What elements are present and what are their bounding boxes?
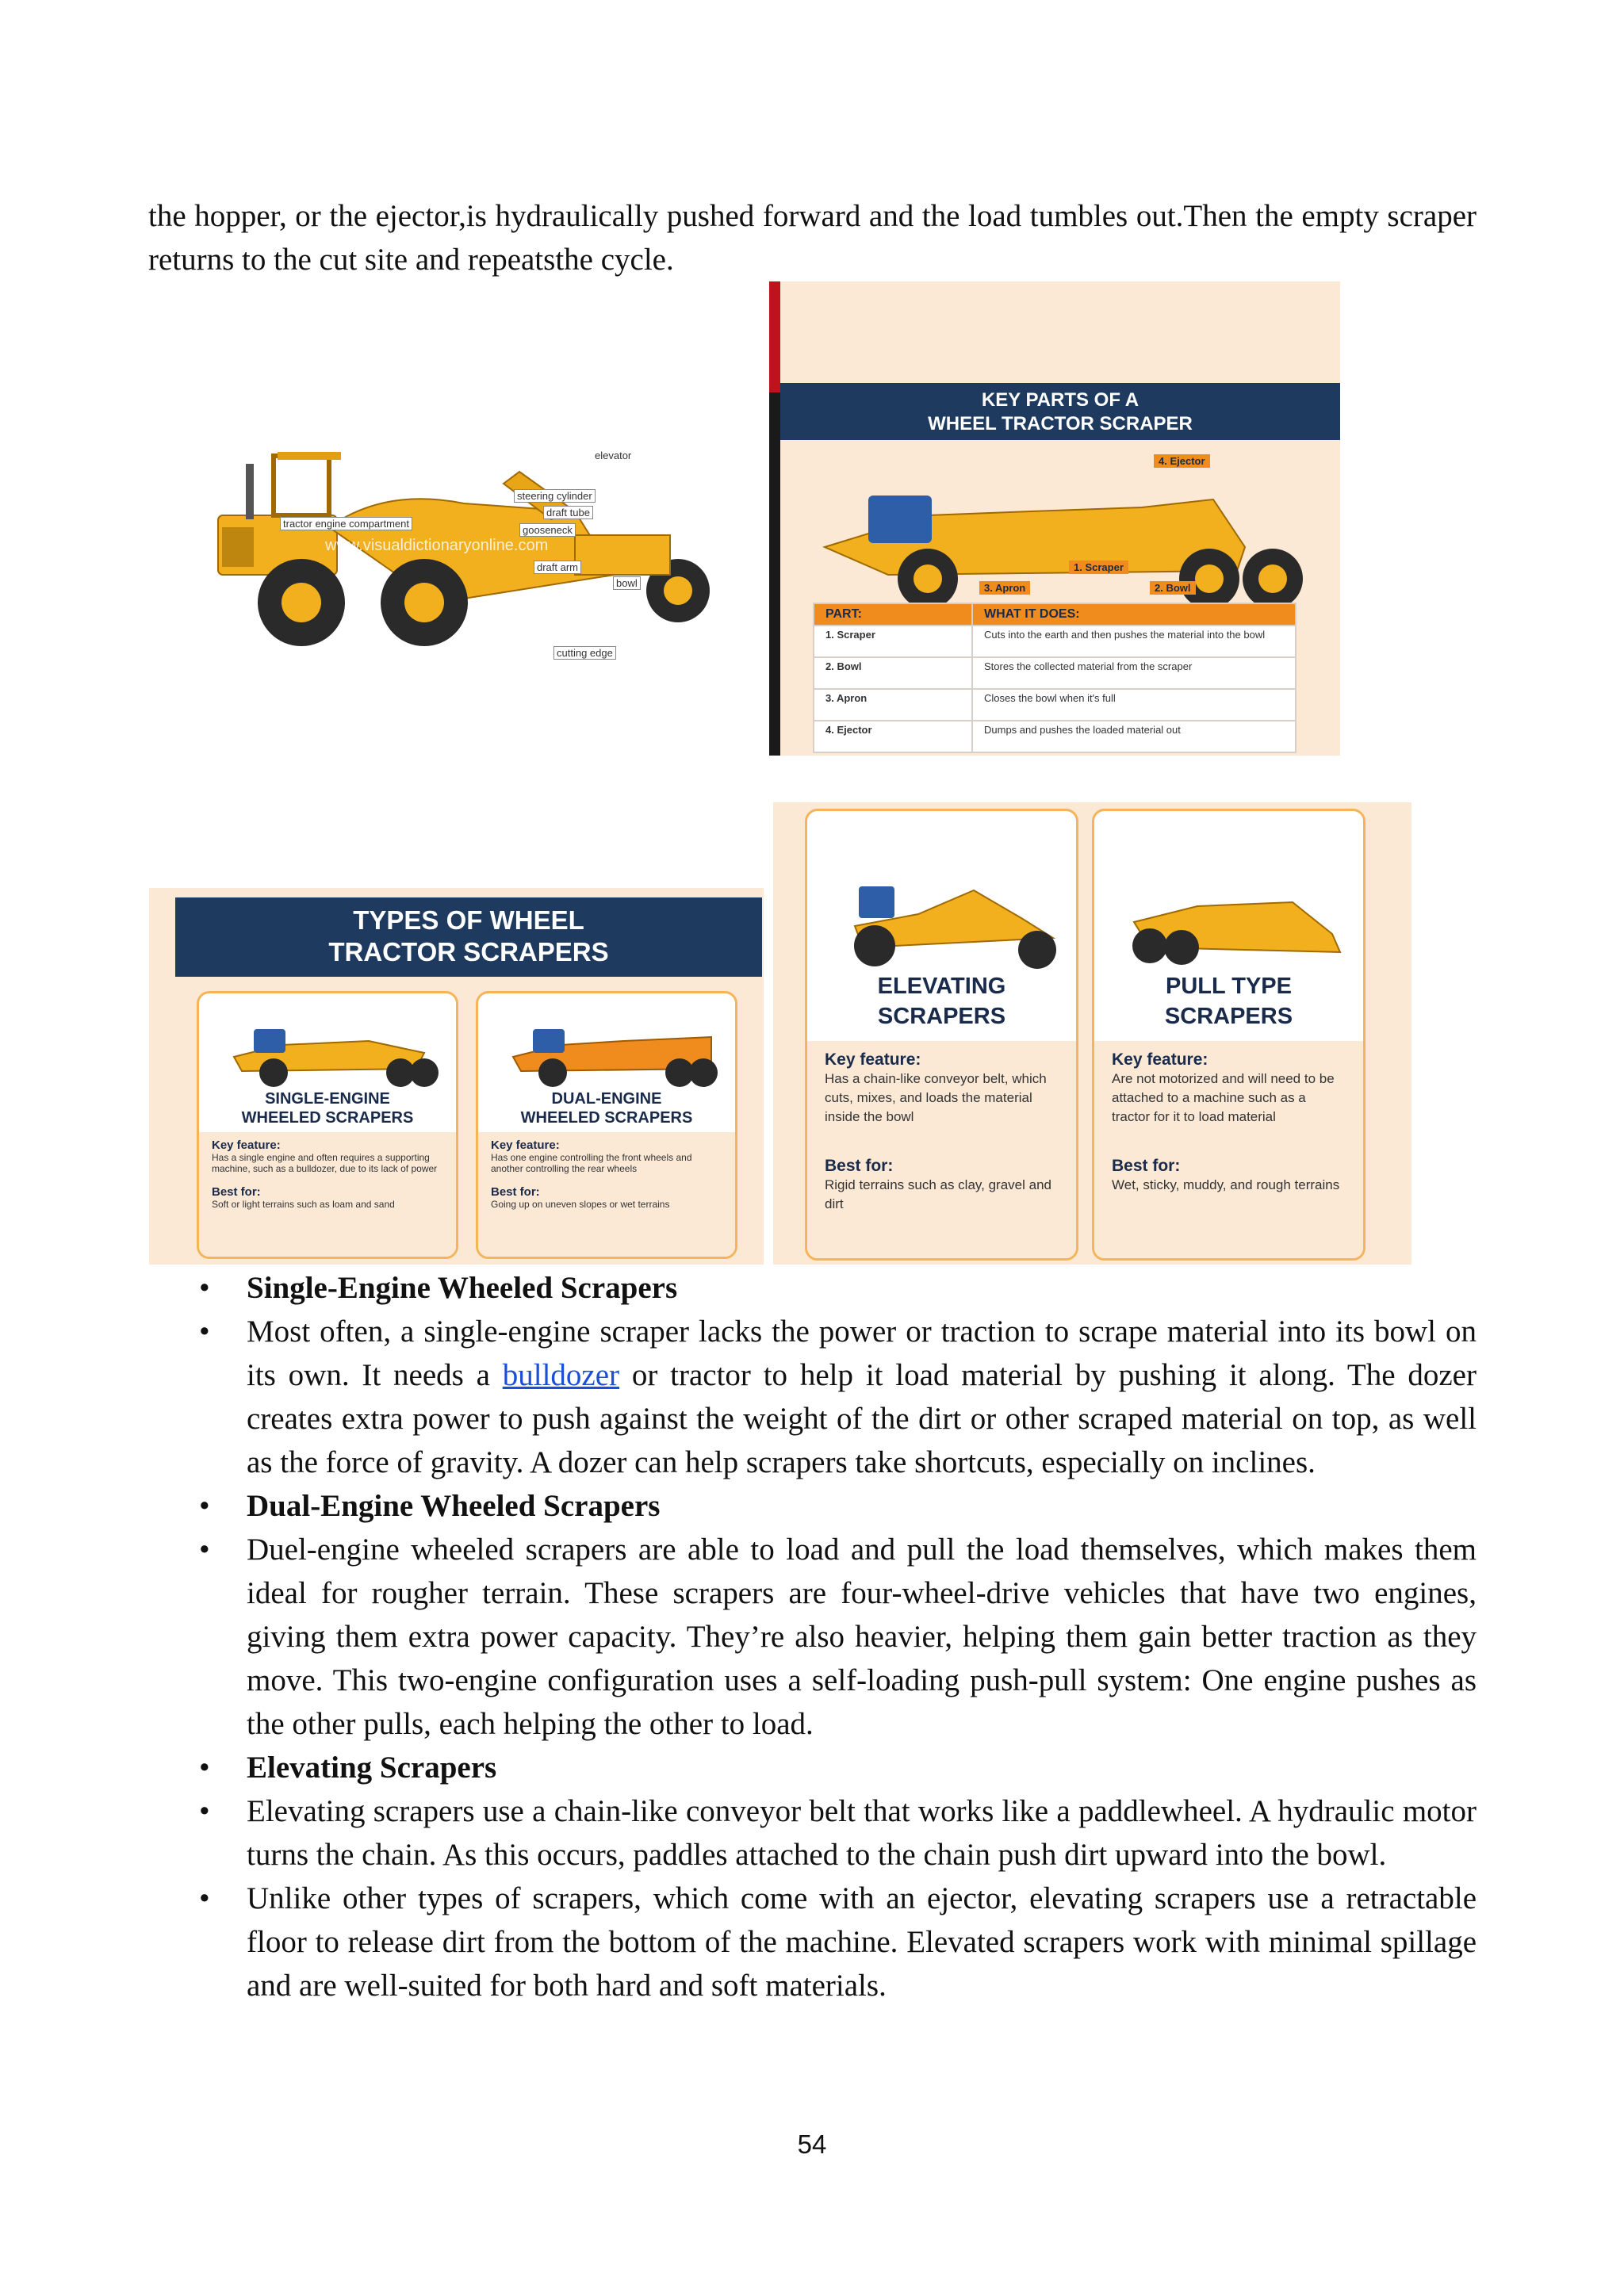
card-title-1: DUAL-ENGINE xyxy=(551,1090,662,1108)
types-infographic xyxy=(149,888,764,1265)
best-for-text: Rigid terrains such as clay, gravel and dirt xyxy=(825,1177,1051,1211)
card-title-1: ELEVATING xyxy=(877,974,1006,999)
key-parts-title-2: WHEEL TRACTOR SCRAPER xyxy=(928,413,1193,434)
single-engine-scraper-svg xyxy=(210,1009,448,1089)
best-for-label: Best for: xyxy=(1112,1157,1181,1175)
key-parts-scraper-svg xyxy=(769,460,1340,618)
best-for-label: Best for: xyxy=(212,1185,261,1199)
label-steering-cylinder: steering cylinder xyxy=(514,489,596,503)
key-feature-label: Key feature: xyxy=(1112,1050,1208,1069)
bullet-marker: • xyxy=(199,1271,210,1305)
card-title-2: SCRAPERS xyxy=(1164,1004,1293,1029)
card-single-engine xyxy=(197,991,458,1259)
callout-bowl: 2. Bowl xyxy=(1150,581,1196,595)
best-for-label: Best for: xyxy=(491,1185,540,1199)
key-feature-label: Key feature: xyxy=(825,1050,921,1069)
key-feature-text: Has a single engine and often requires a supporting machine, such as a bulldozer, due to its lack of power xyxy=(212,1152,438,1174)
card-body xyxy=(807,1041,1076,1258)
bullet-marker: • xyxy=(199,1533,210,1567)
card-elevating xyxy=(805,809,1078,1261)
card-title-1: PULL TYPE xyxy=(1166,974,1292,999)
label-draft-tube: draft tube xyxy=(543,506,593,519)
table-row: 1. Scraper Cuts into the earth and then pushes the material into the bowl xyxy=(814,626,1296,657)
table-row: 2. Bowl Stores the collected material from the scraper xyxy=(814,657,1296,689)
label-cutting-edge: cutting edge xyxy=(553,646,616,660)
scraper-illustration-svg xyxy=(202,440,726,678)
key-parts-infographic xyxy=(769,281,1340,756)
types-infographic-2 xyxy=(773,802,1411,1265)
label-elevator: elevator xyxy=(595,450,632,461)
list-item: • Dual-Engine Wheeled Scrapers xyxy=(148,1484,1477,1528)
list-item: • Unlike other types of scrapers, which come with an ejector, elevating scrapers use a retractable floor to release dirt from the bottom of the machine. Elevated scrapers work with minimal spillage and are well-suited for both hard and soft materials. xyxy=(148,1877,1477,2007)
card-title-2: SCRAPERS xyxy=(877,1004,1006,1029)
callout-apron: 3. Apron xyxy=(979,581,1030,595)
list-item: • Single-Engine Wheeled Scrapers xyxy=(148,1266,1477,1310)
card-body xyxy=(478,1132,735,1257)
table-row: 3. Apron Closes the bowl when it's full xyxy=(814,689,1296,721)
key-feature-text: Has one engine controlling the front wheels and another controlling the rear wheels xyxy=(491,1152,692,1174)
intro-paragraph: the hopper, or the ejector,is hydraulically pushed forward and the load tumbles out.Then the empty scraper returns to the cut site and repeatsthe cycle. xyxy=(148,199,1477,277)
card-body xyxy=(1094,1041,1363,1258)
card-dual-engine xyxy=(476,991,737,1259)
key-feature-label: Key feature: xyxy=(491,1138,560,1152)
card-pull-type xyxy=(1092,809,1365,1261)
bulldozer-link[interactable]: bulldozer xyxy=(502,1358,620,1392)
label-tractor-engine: tractor engine compartment xyxy=(280,517,412,530)
list-item: • Elevating Scrapers xyxy=(148,1746,1477,1789)
card-title-1: SINGLE-ENGINE xyxy=(265,1090,390,1108)
list-item: • Elevating scrapers use a chain-like conveyor belt that works like a paddlewheel. A hydraulic motor turns the chain. As this occurs, paddles attached to the chain push dirt upward into the bowl. xyxy=(148,1789,1477,1877)
key-parts-header xyxy=(780,383,1340,462)
key-parts-table xyxy=(813,603,1297,753)
best-for-text: Wet, sticky, muddy, and rough terrains xyxy=(1112,1177,1340,1192)
accent-bar-red xyxy=(769,281,780,392)
card-body xyxy=(199,1132,456,1257)
scraper-labeled-illustration xyxy=(202,440,726,678)
label-gooseneck: gooseneck xyxy=(519,523,576,537)
callout-ejector: 4. Ejector xyxy=(1154,454,1210,468)
card-title-2: WHEELED SCRAPERS xyxy=(241,1109,414,1127)
label-bowl: bowl xyxy=(613,576,641,590)
list-item: • Most often, a single-engine scraper lacks the power or traction to scrape material into its bowl on its own. It needs a bulldozer or tractor to help it load material by pushing it along. The dozer creates extra power to push against the weight of the dirt or other scraped material on top, as well as the force of gravity. A dozer can help scrapers take shortcuts, especially on inclines. xyxy=(148,1310,1477,1484)
callout-scraper: 1. Scraper xyxy=(1069,561,1128,574)
table-header-part: PART: xyxy=(814,603,972,626)
card-title-2: WHEELED SCRAPERS xyxy=(520,1109,693,1127)
best-for-label: Best for: xyxy=(825,1157,894,1175)
bullet-marker: • xyxy=(199,1881,210,1915)
watermark: www.visualdictionaryonline.com xyxy=(325,537,549,554)
types-title-2: TRACTOR SCRAPERS xyxy=(328,937,609,966)
key-feature-text: Are not motorized and will need to be attached to a machine such as a tractor for it to load material xyxy=(1112,1071,1335,1124)
key-feature-label: Key feature: xyxy=(212,1138,281,1152)
label-draft-arm: draft arm xyxy=(534,561,581,574)
bullet-list xyxy=(148,1266,1477,2007)
dual-engine-scraper-svg xyxy=(489,1009,727,1089)
list-item: • Duel-engine wheeled scrapers are able to load and pull the load themselves, which makes them ideal for rougher terrain. These scrapers are four-wheel-drive vehicles that have two engines, giving them extra power capacity. They’re also heavier, helping them gain better traction as they move. This two-engine configuration uses a self-loading push-pull system: One engine pushes as the other pulls, each helping the other to load. xyxy=(148,1528,1477,1746)
bullet-marker: • xyxy=(199,1751,210,1785)
table-row: 4. Ejector Dumps and pushes the loaded material out xyxy=(814,721,1296,752)
bullet-marker: • xyxy=(199,1794,210,1828)
page-number: 54 xyxy=(797,2130,827,2159)
key-feature-text: Has a chain-like conveyor belt, which cuts, mixes, and loads the material inside the bowl xyxy=(825,1071,1047,1124)
bullet-marker: • xyxy=(199,1314,210,1349)
bullet-marker: • xyxy=(199,1489,210,1523)
best-for-text: Soft or light terrains such as loam and sand xyxy=(212,1199,395,1210)
table-header-what: WHAT IT DOES: xyxy=(972,603,1296,626)
best-for-text: Going up on uneven slopes or wet terrains xyxy=(491,1199,670,1210)
key-parts-title-1: KEY PARTS OF A xyxy=(981,389,1139,411)
types-title-1: TYPES OF WHEEL xyxy=(353,905,584,935)
